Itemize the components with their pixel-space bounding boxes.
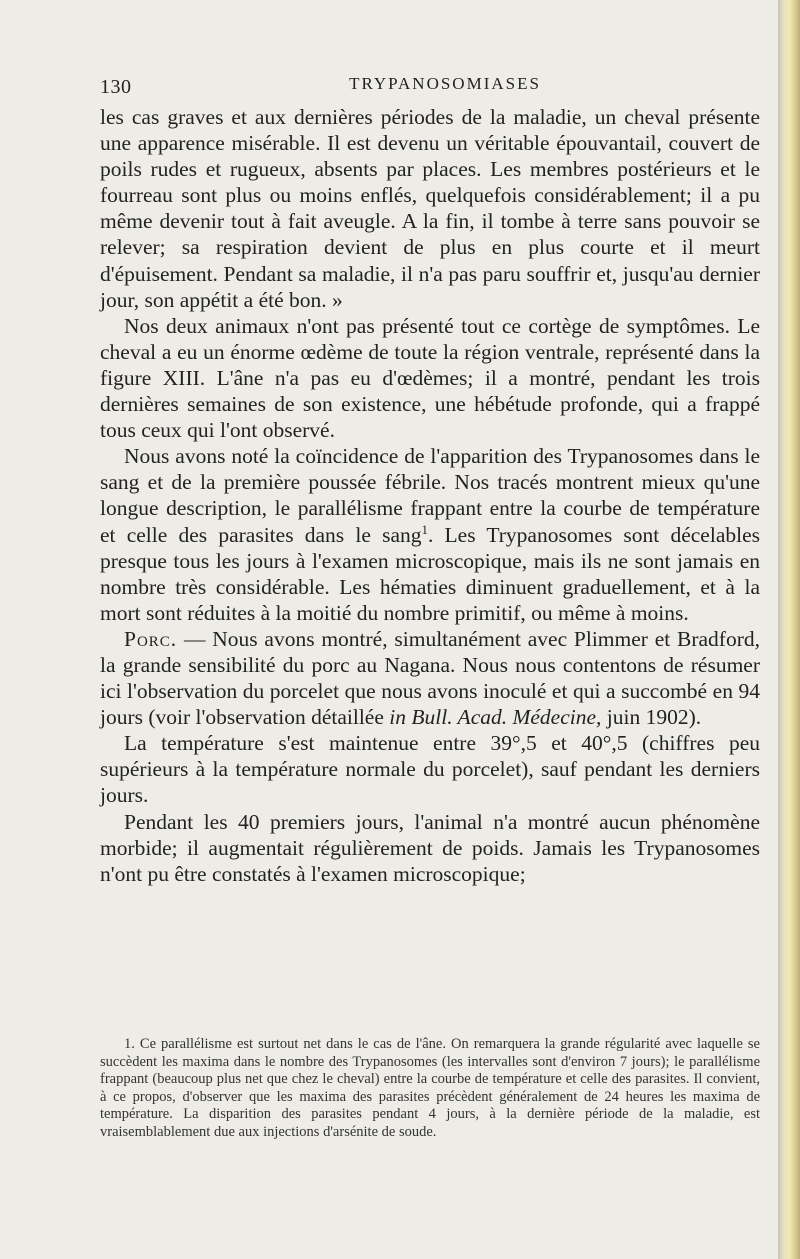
paragraph-pig xyxy=(100,626,760,730)
footnote-text: 1. Ce parallélisme est surtout net dans le cas de l'âne. On remarquera la grande régularité avec laquelle se succèdent les maxima dans le nombre des Trypanosomes (les intervalles sont d'environ 7 jours); le parallélisme frappant (beaucoup plus net que chez le cheval) entre la courbe de température et celle des parasites. Il convient, à ce propos, d'observer que les maxima des parasites précèdent généralement de 24 heures les maxima de température. La disparition des parasites pendant 4 jours, à la dernière période de la maladie, est vraisemblablement due aux injections d'arsénite de soude. xyxy=(100,1036,760,1140)
running-head: TRYPANOSOMIASES xyxy=(349,74,541,93)
page-edge-decoration xyxy=(778,0,800,1259)
parallelism-text-a: Nous avons noté la coïncidence de l'apparition des Trypanosomes dans le sang et de la première poussée fébrile. Nos tracés montrent mieux qu'une longue description, le parallélisme frappant entre la courbe de température et celle des parasites dans le sang xyxy=(100,444,760,547)
paragraph-parallelism xyxy=(100,443,760,626)
footnote xyxy=(100,1036,760,1142)
footnote-ref: 1 xyxy=(421,522,428,537)
body-text xyxy=(100,104,760,887)
paragraph-temperature: La température s'est maintenue entre 39°,5 et 40°,5 (chiffres peu supérieurs à la température normale du porcelet), sauf pendant les derniers jours. xyxy=(100,731,760,808)
parallelism-text-b: . Les Trypanosomes sont décelables presque tous les jours à l'examen microscopique, mais ils ne sont jamais en nombre très considérable. Les hématies diminuent graduellement, et à la mort sont réduites à la moitié du nombre primitif, ou même à moins. xyxy=(100,522,760,625)
citation: in Bull. Acad. Médecine, xyxy=(389,705,602,730)
page-number: 130 xyxy=(100,76,132,98)
paragraph-observed-animals: Nos deux animaux n'ont pas présenté tout ce cortège de symptômes. Le cheval a eu un énorme œdème de toute la région ventrale, représenté dans la figure XIII. L'âne n'a pas eu d'œdèmes; il a montré, pendant les trois dernières semaines de son existence, une hébétude profonde, qui a frappé tous ceux qui l'ont observé. xyxy=(100,313,760,443)
pig-text-a: — Nous avons montré, simultanément avec Plimmer et Bradford, la grande sensibilité du porc au Nagana. Nous nous contentons de résumer ici l'observation du porcelet que nous avons inoculé et qui a succombé en 94 jours (voir l'observation détaillée xyxy=(100,626,760,730)
section-label-porc: Porc. xyxy=(124,626,178,651)
pig-text-b: juin 1902). xyxy=(601,705,702,730)
paragraph-first-days: Pendant les 40 premiers jours, l'animal n'a montré aucun phénomène morbide; il augmentait régulièrement de poids. Jamais les Trypanosomes n'ont pu être constatés à l'examen microscopique; xyxy=(100,809,760,886)
paragraph-horse-symptoms: les cas graves et aux dernières périodes de la maladie, un cheval présente une apparence misérable. Il est devenu un véritable épouvantail, couvert de poils rudes et rugueux, absents par places. Les membres postérieurs et le fourreau sont plus ou moins enflés, quelquefois considérablement; il a pu même devenir tout à fait aveugle. A la fin, il tombe à terre sans pouvoir se relever; sa respiration devient de plus en plus courte et il meurt d'épuisement. Pendant sa maladie, il n'a pas paru souffrir et, jusqu'au dernier jour, son appétit a été bon. » xyxy=(100,105,760,312)
